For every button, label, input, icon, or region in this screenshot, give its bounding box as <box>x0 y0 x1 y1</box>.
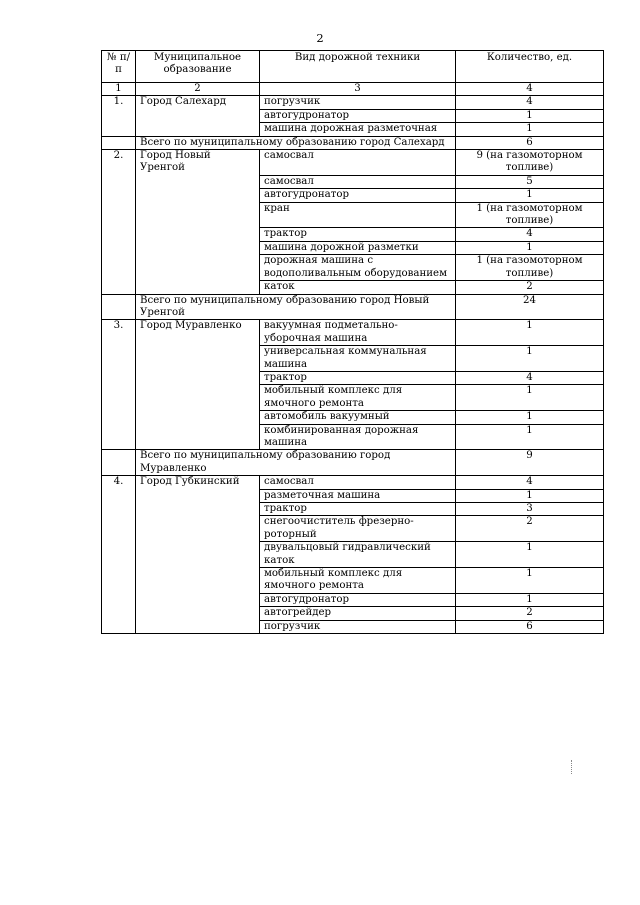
equipment-type: самосвал <box>260 175 456 188</box>
table-body <box>102 96 604 634</box>
equipment-type: разметочная машина <box>260 489 456 502</box>
total-row <box>102 136 604 149</box>
equipment-type: автогудронатор <box>260 593 456 606</box>
equipment-quantity: 1 <box>456 593 604 606</box>
equipment-quantity: 3 <box>456 503 604 516</box>
equipment-type: машина дорожной разметки <box>260 241 456 254</box>
equipment-type: двувальцовый гидравлический каток <box>260 542 456 568</box>
page-number: 2 <box>316 31 324 45</box>
column-number-row <box>102 83 604 96</box>
equipment-type: дорожная машина с водополивальным оборудованием <box>260 255 456 281</box>
table-row <box>102 150 604 176</box>
equipment-type: самосвал <box>260 150 456 176</box>
equipment-type: погрузчик <box>260 96 456 109</box>
equipment-quantity: 4 <box>456 371 604 384</box>
equipment-type: автогудронатор <box>260 109 456 122</box>
total-blank-cell <box>102 136 136 149</box>
equipment-quantity: 1 <box>456 424 604 450</box>
equipment-quantity: 1 <box>456 109 604 122</box>
equipment-type: трактор <box>260 228 456 241</box>
equipment-type: автомобиль вакуумный <box>260 411 456 424</box>
table-row <box>102 96 604 109</box>
equipment-quantity: 4 <box>456 96 604 109</box>
total-row <box>102 294 604 320</box>
equipment-type: трактор <box>260 371 456 384</box>
equipment-quantity: 1 <box>456 189 604 202</box>
column-number: 3 <box>260 83 456 96</box>
header-row <box>102 51 604 83</box>
total-row <box>102 450 604 476</box>
margin-mark <box>571 760 574 774</box>
total-blank-cell <box>102 294 136 320</box>
header-equipment: Вид дорожной техники <box>260 51 456 83</box>
equipment-type: каток <box>260 281 456 294</box>
equipment-quantity: 1 <box>456 542 604 568</box>
equipment-type: снегоочиститель фрезерно-роторный <box>260 516 456 542</box>
equipment-quantity: 1 <box>456 568 604 594</box>
equipment-quantity: 1 <box>456 489 604 502</box>
equipment-quantity: 1 <box>456 411 604 424</box>
column-number: 1 <box>102 83 136 96</box>
municipality-name: Город Салехард <box>136 96 260 136</box>
column-number: 2 <box>136 83 260 96</box>
equipment-quantity: 2 <box>456 281 604 294</box>
equipment-quantity: 1 <box>456 385 604 411</box>
header-num: № п/п <box>102 51 136 83</box>
equipment-type: универсальная коммунальная машина <box>260 346 456 372</box>
section-number: 1. <box>102 96 136 136</box>
equipment-type: машина дорожная разметочная <box>260 123 456 136</box>
equipment-quantity: 1 (на газомоторном топливе) <box>456 202 604 228</box>
municipality-name: Город Муравленко <box>136 320 260 450</box>
equipment-type: трактор <box>260 503 456 516</box>
section-number: 2. <box>102 150 136 294</box>
equipment-quantity: 2 <box>456 516 604 542</box>
total-value: 24 <box>456 294 604 320</box>
equipment-type: самосвал <box>260 476 456 489</box>
total-label: Всего по муниципальному образованию город Новый Уренгой <box>136 294 456 320</box>
total-value: 6 <box>456 136 604 149</box>
equipment-table <box>101 50 604 634</box>
equipment-quantity: 2 <box>456 607 604 620</box>
equipment-quantity: 4 <box>456 228 604 241</box>
section-number: 3. <box>102 320 136 450</box>
total-blank-cell <box>102 450 136 476</box>
total-value: 9 <box>456 450 604 476</box>
municipality-name: Город Новый Уренгой <box>136 150 260 294</box>
equipment-quantity: 4 <box>456 476 604 489</box>
total-label: Всего по муниципальному образованию город Салехард <box>136 136 456 149</box>
column-number: 4 <box>456 83 604 96</box>
municipality-name: Город Губкинский <box>136 476 260 634</box>
equipment-quantity: 1 <box>456 241 604 254</box>
equipment-type: вакуумная подметально-уборочная машина <box>260 320 456 346</box>
equipment-type: автогрейдер <box>260 607 456 620</box>
table-row <box>102 320 604 346</box>
equipment-quantity: 9 (на газомоторном топливе) <box>456 150 604 176</box>
total-label: Всего по муниципальному образованию город Муравленко <box>136 450 456 476</box>
equipment-quantity: 6 <box>456 620 604 633</box>
equipment-type: комбинированная дорожная машина <box>260 424 456 450</box>
equipment-quantity: 1 <box>456 346 604 372</box>
equipment-quantity: 1 <box>456 123 604 136</box>
header-municipality: Муниципальное образование <box>136 51 260 83</box>
equipment-quantity: 1 <box>456 320 604 346</box>
section-number: 4. <box>102 476 136 634</box>
equipment-quantity: 1 (на газомоторном топливе) <box>456 255 604 281</box>
equipment-type: кран <box>260 202 456 228</box>
equipment-type: автогудронатор <box>260 189 456 202</box>
equipment-quantity: 5 <box>456 175 604 188</box>
equipment-type: погрузчик <box>260 620 456 633</box>
equipment-type: мобильный комплекс для ямочного ремонта <box>260 568 456 594</box>
header-quantity: Количество, ед. <box>456 51 604 83</box>
table-row <box>102 476 604 489</box>
equipment-type: мобильный комплекс для ямочного ремонта <box>260 385 456 411</box>
